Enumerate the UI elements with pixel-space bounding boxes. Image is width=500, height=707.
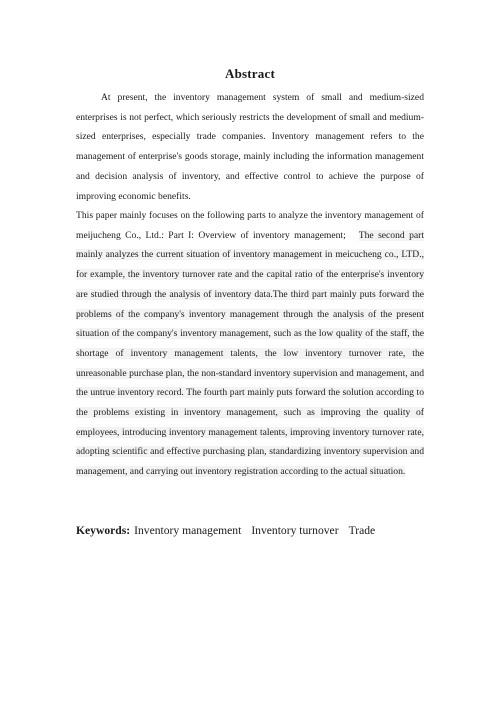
- keywords-label: Keywords:: [76, 524, 131, 537]
- keyword-item: Inventory management: [134, 524, 242, 537]
- paragraph-2-intro: This paper mainly focuses on the following parts to analyze the inventory management of meijucheng Co., Ltd.: Part I: Overview of inventory management;: [76, 210, 424, 241]
- paragraph-2-body: The second part mainly analyzes the current situation of inventory management in meicucheng co., LTD., for example, the inventory turnover rate and the capital ratio of the enterprise's inventory are studied through the analysis of inventory data.The third part mainly puts forward the problems of the company's inventory management through the analysis of the present situation of the company's inventory management, such as the low quality of the staff, the shortage of inventory management talents, the low inventory turnover rate, the unreasonable purchase plan, the non-standard inventory supervision and management, and the untrue inventory record. The fourth part mainly puts forward the solution according to the problems existing in inventory management, such as improving the quality of employees, introducing inventory management talents, improving inventory turnover rate, adopting scientific and effective purchasing plan, standardizing inventory supervision and management, and carrying out inventory registration according to the actual situation.: [76, 229, 424, 478]
- keywords-line: [76, 524, 375, 537]
- abstract-paragraph-1: At present, the inventory management system of small and medium-sized enterprises is not perfect, which seriously restricts the development of small and medium-sized enterprises, especially trade companies. Inventory management refers to the management of enterprise's goods storage, mainly including the information management and decision analysis of inventory, and effective control to achieve the purpose of improving economic benefits.: [76, 92, 424, 202]
- keyword-item: Inventory turnover: [251, 524, 339, 537]
- keyword-item: Trade: [348, 524, 376, 537]
- abstract-paragraph-2: [76, 206, 424, 482]
- page-title: Abstract: [225, 66, 275, 81]
